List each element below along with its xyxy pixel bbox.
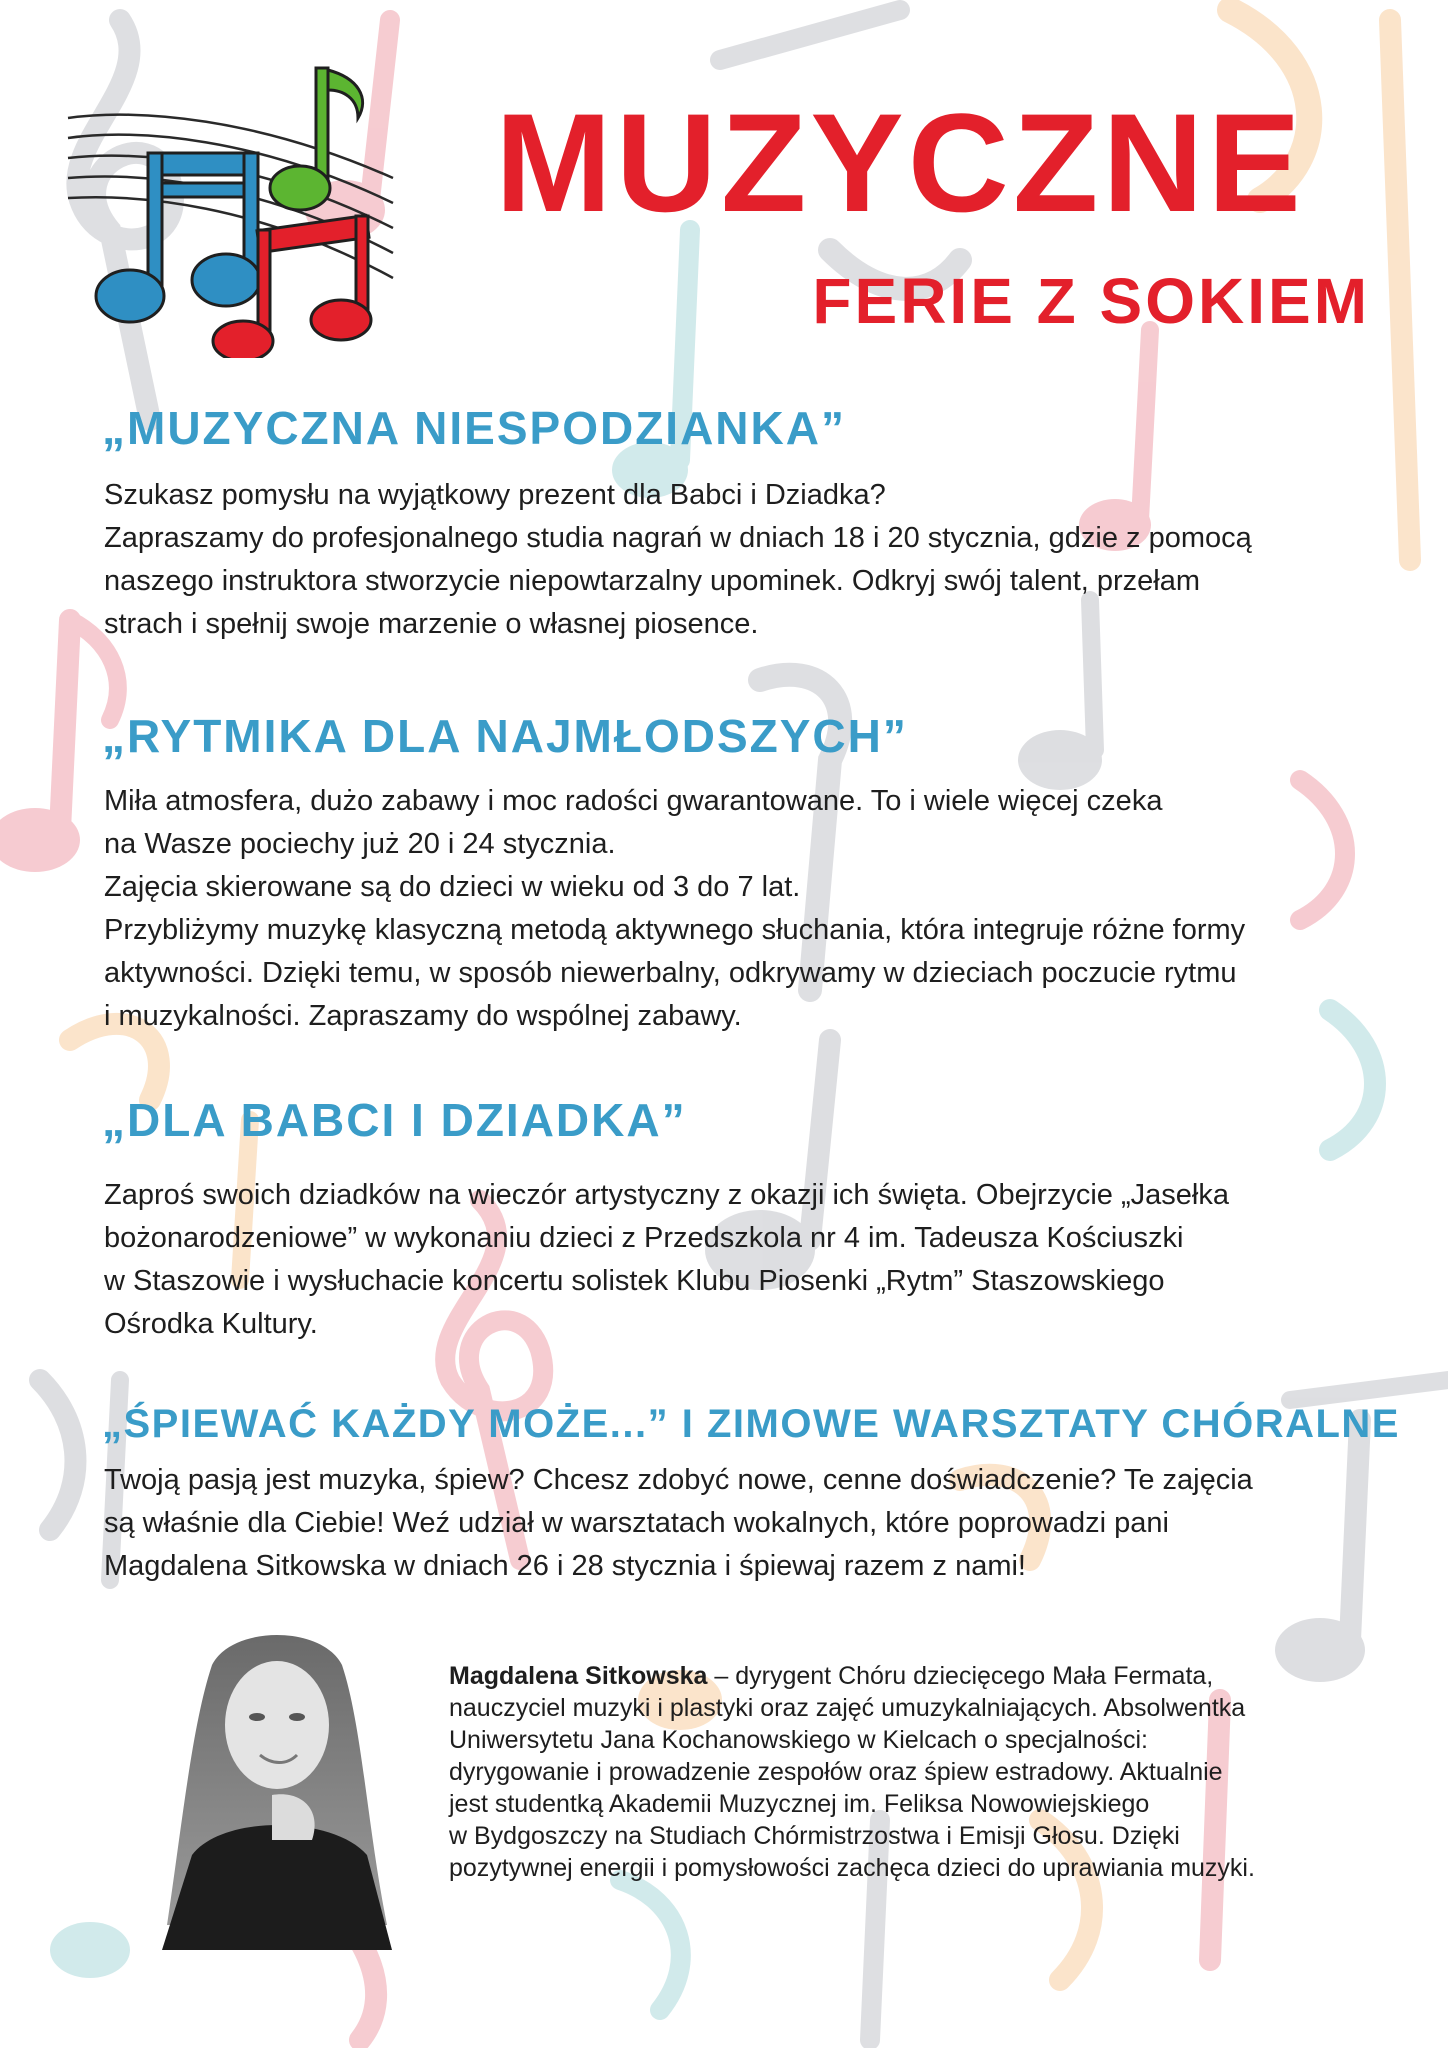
text-line: w Staszowie i wysłuchacie koncertu solistek Klubu Piosenki „Rytm” Staszowskiego [104,1265,1165,1297]
section-text-spiewac [104,1459,1384,1588]
section-heading-rytmika: „RYTMIKA DLA NAJMŁODSZYCH” [102,710,908,762]
text-line: na Wasze pociechy już 20 i 24 stycznia. [104,828,616,860]
text-line: Zaproś swoich dziadków na wieczór artystyczny z okazji ich święta. Obejrzycie „Jasełka [104,1179,1229,1211]
section-text-babci-dziadka [104,1174,1384,1346]
text-line: nauczyciel muzyki i plastyki oraz zajęć umuzykalniających. Absolwentka [449,1694,1246,1722]
text-line: Szukasz pomysłu na wyjątkowy prezent dla Babci i Dziadka? [104,479,886,511]
text-line: są właśnie dla Ciebie! Weź udział w warsztatach wokalnych, które poprowadzi pani [104,1507,1169,1539]
section-text-niespodzianka [104,474,1384,646]
text-line: Zajęcia skierowane są do dzieci w wieku od 3 do 7 lat. [104,871,801,903]
text-line: jest studentką Akademii Muzycznej im. Feliksa Nowowiejskiego [449,1790,1150,1818]
text-line: Przybliżymy muzykę klasyczną metodą aktywnego słuchania, która integruje różne formy [104,914,1246,946]
text-line: dyrygowanie i prowadzenie zespołów oraz śpiew estradowy. Aktualnie [449,1758,1223,1786]
text-line: i muzykalności. Zapraszamy do wspólnej zabawy. [104,1000,742,1032]
text-line: pozytywnej energii i pomysłowości zachęca dzieci do uprawiania muzyki. [449,1854,1255,1882]
text-line: Miła atmosfera, dużo zabawy i moc radości gwarantowane. To i wiele więcej czeka [104,785,1163,817]
text-line: Uniwersytetu Jana Kochanowskiego w Kielcach o specjalności: [449,1726,1148,1754]
text-line: strach i spełnij swoje marzenie o własnej piosence. [104,608,759,640]
text-line: Ośrodka Kultury. [104,1308,318,1340]
text-line: Magdalena Sitkowska w dniach 26 i 28 stycznia i śpiewaj razem z nami! [104,1550,1026,1582]
section-heading-spiewac: „ŚPIEWAĆ KAŻDY MOŻE...” I ZIMOWE WARSZTATY CHÓRALNE [102,1402,1400,1446]
music-notes-staff-icon [58,58,400,358]
portrait-photo [152,1625,402,1950]
bio-name: Magdalena Sitkowska [449,1662,708,1690]
text-line: w Bydgoszczy na Studiach Chórmistrzostwa i Emisji Głosu. Dzięki [449,1822,1180,1850]
page-title: MUZYCZNE [495,84,1305,241]
bio-text [449,1660,1349,1884]
bio-first-line [449,1660,1349,1692]
text-line: Zapraszamy do profesjonalnego studia nagrań w dniach 18 i 20 stycznia, gdzie z pomocą [104,522,1252,554]
section-heading-babci-dziadka: „DLA BABCI I DZIADKA” [102,1094,687,1146]
text-line: aktywności. Dzięki temu, w sposób niewerbalny, odkrywamy w dzieciach poczucie rytmu [104,957,1237,989]
page-subtitle: FERIE Z SOKIEM [812,265,1370,337]
bio-first-line-rest: – dyrygent Chóru dziecięcego Mała Fermata, [707,1662,1214,1690]
section-heading-niespodzianka: „MUZYCZNA NIESPODZIANKA” [102,402,846,454]
eighth-note-icon [60,620,70,830]
text-line: naszego instruktora stworzycie niepowtarzalny upominek. Odkryj swój talent, przełam [104,565,1201,597]
text-line: bożonarodzeniowe” w wykonaniu dzieci z Przedszkola nr 4 im. Tadeusza Kościuszki [104,1222,1184,1254]
text-line: Twoją pasją jest muzyka, śpiew? Chcesz zdobyć nowe, cenne doświadczenie? Te zajęcia [104,1464,1253,1496]
section-text-rytmika [104,780,1384,1038]
